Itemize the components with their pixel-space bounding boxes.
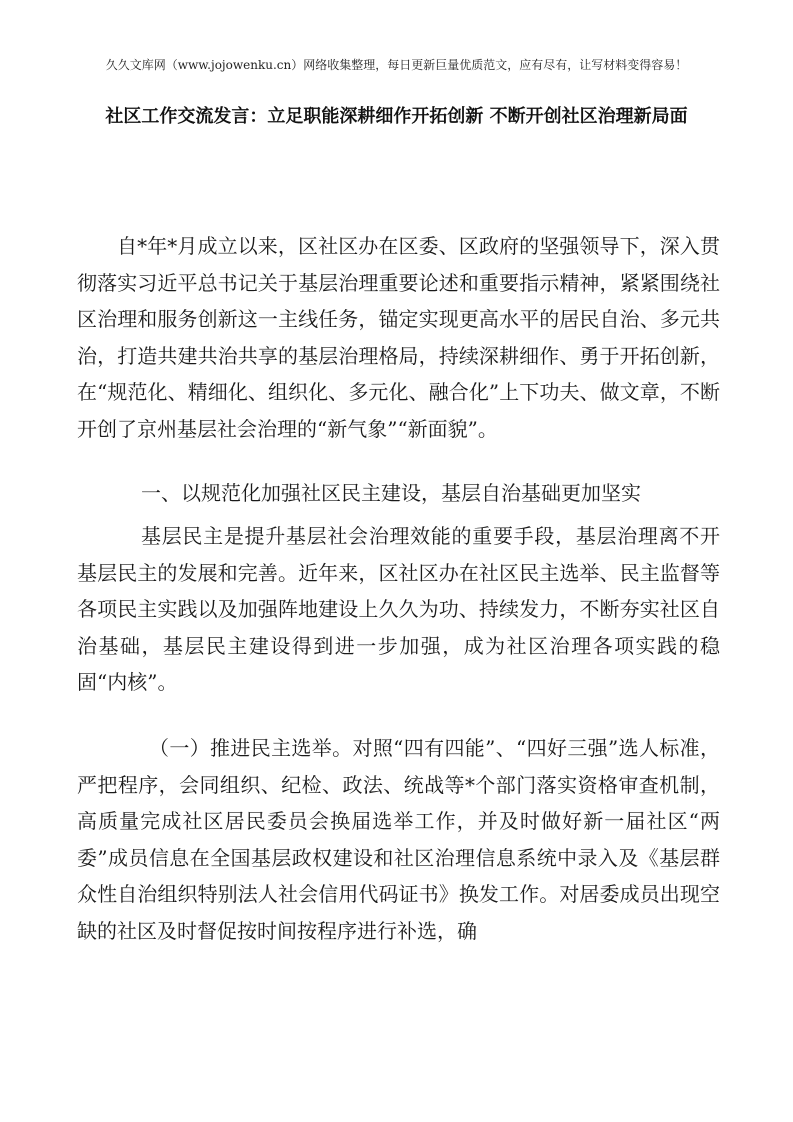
section-1-paragraph: 基层民主是提升基层社会治理效能的重要手段，基层治理离不开基层民主的发展和完善。近年来，区社区办在社区民主选举、民主监督等各项民主实践以及加强阵地建设上久久为功、持续发力，不断夯实社区自治基础，基层民主建设得到进一步加强，成为社区治理各项实践的稳固“内核”。 bbox=[77, 524, 720, 694]
site-header-note: 久久文库网（www.jojowenku.cn）网络收集整理，每日更新巨量优质范文，应有尽有，让写材料变得容易！ bbox=[105, 58, 688, 72]
subsection-1-paragraph: （一）推进民主选举。对照“四有四能”、“四好三强”选人标准，严把程序，会同组织、纪检、政法、统战等*个部门落实资格审查机制，高质量完成社区居民委员会换届选举工作，并及时做好新一届社区“两委”成员信息在全国基层政权建设和社区治理信息系统中录入及《基层群众性自治组织特别法人社会信用代码证书》换发工作。对居委成员出现空缺的社区及时督促按时间按程序进行补选，确 bbox=[77, 736, 720, 943]
document-title: 社区工作交流发言：立足职能深耕细作开拓创新 不断开创社区治理新局面 bbox=[105, 106, 688, 127]
intro-paragraph: 自*年*月成立以来，区社区办在区委、区政府的坚强领导下，深入贯彻落实习近平总书记关于基层治理重要论述和重要指示精神，紧紧围绕社区治理和服务创新这一主线任务，锚定实现更高水平的居民自治、多元共治，打造共建共治共享的基层治理格局，持续深耕细作、勇于开拓创新，在“规范化、精细化、组织化、多元化、融合化”上下功夫、做文章，不断开创了京州基层社会治理的“新气象”“新面貌”。 bbox=[77, 234, 720, 441]
section-heading-1: 一、以规范化加强社区民主建设，基层自治基础更加坚实 bbox=[141, 481, 641, 505]
